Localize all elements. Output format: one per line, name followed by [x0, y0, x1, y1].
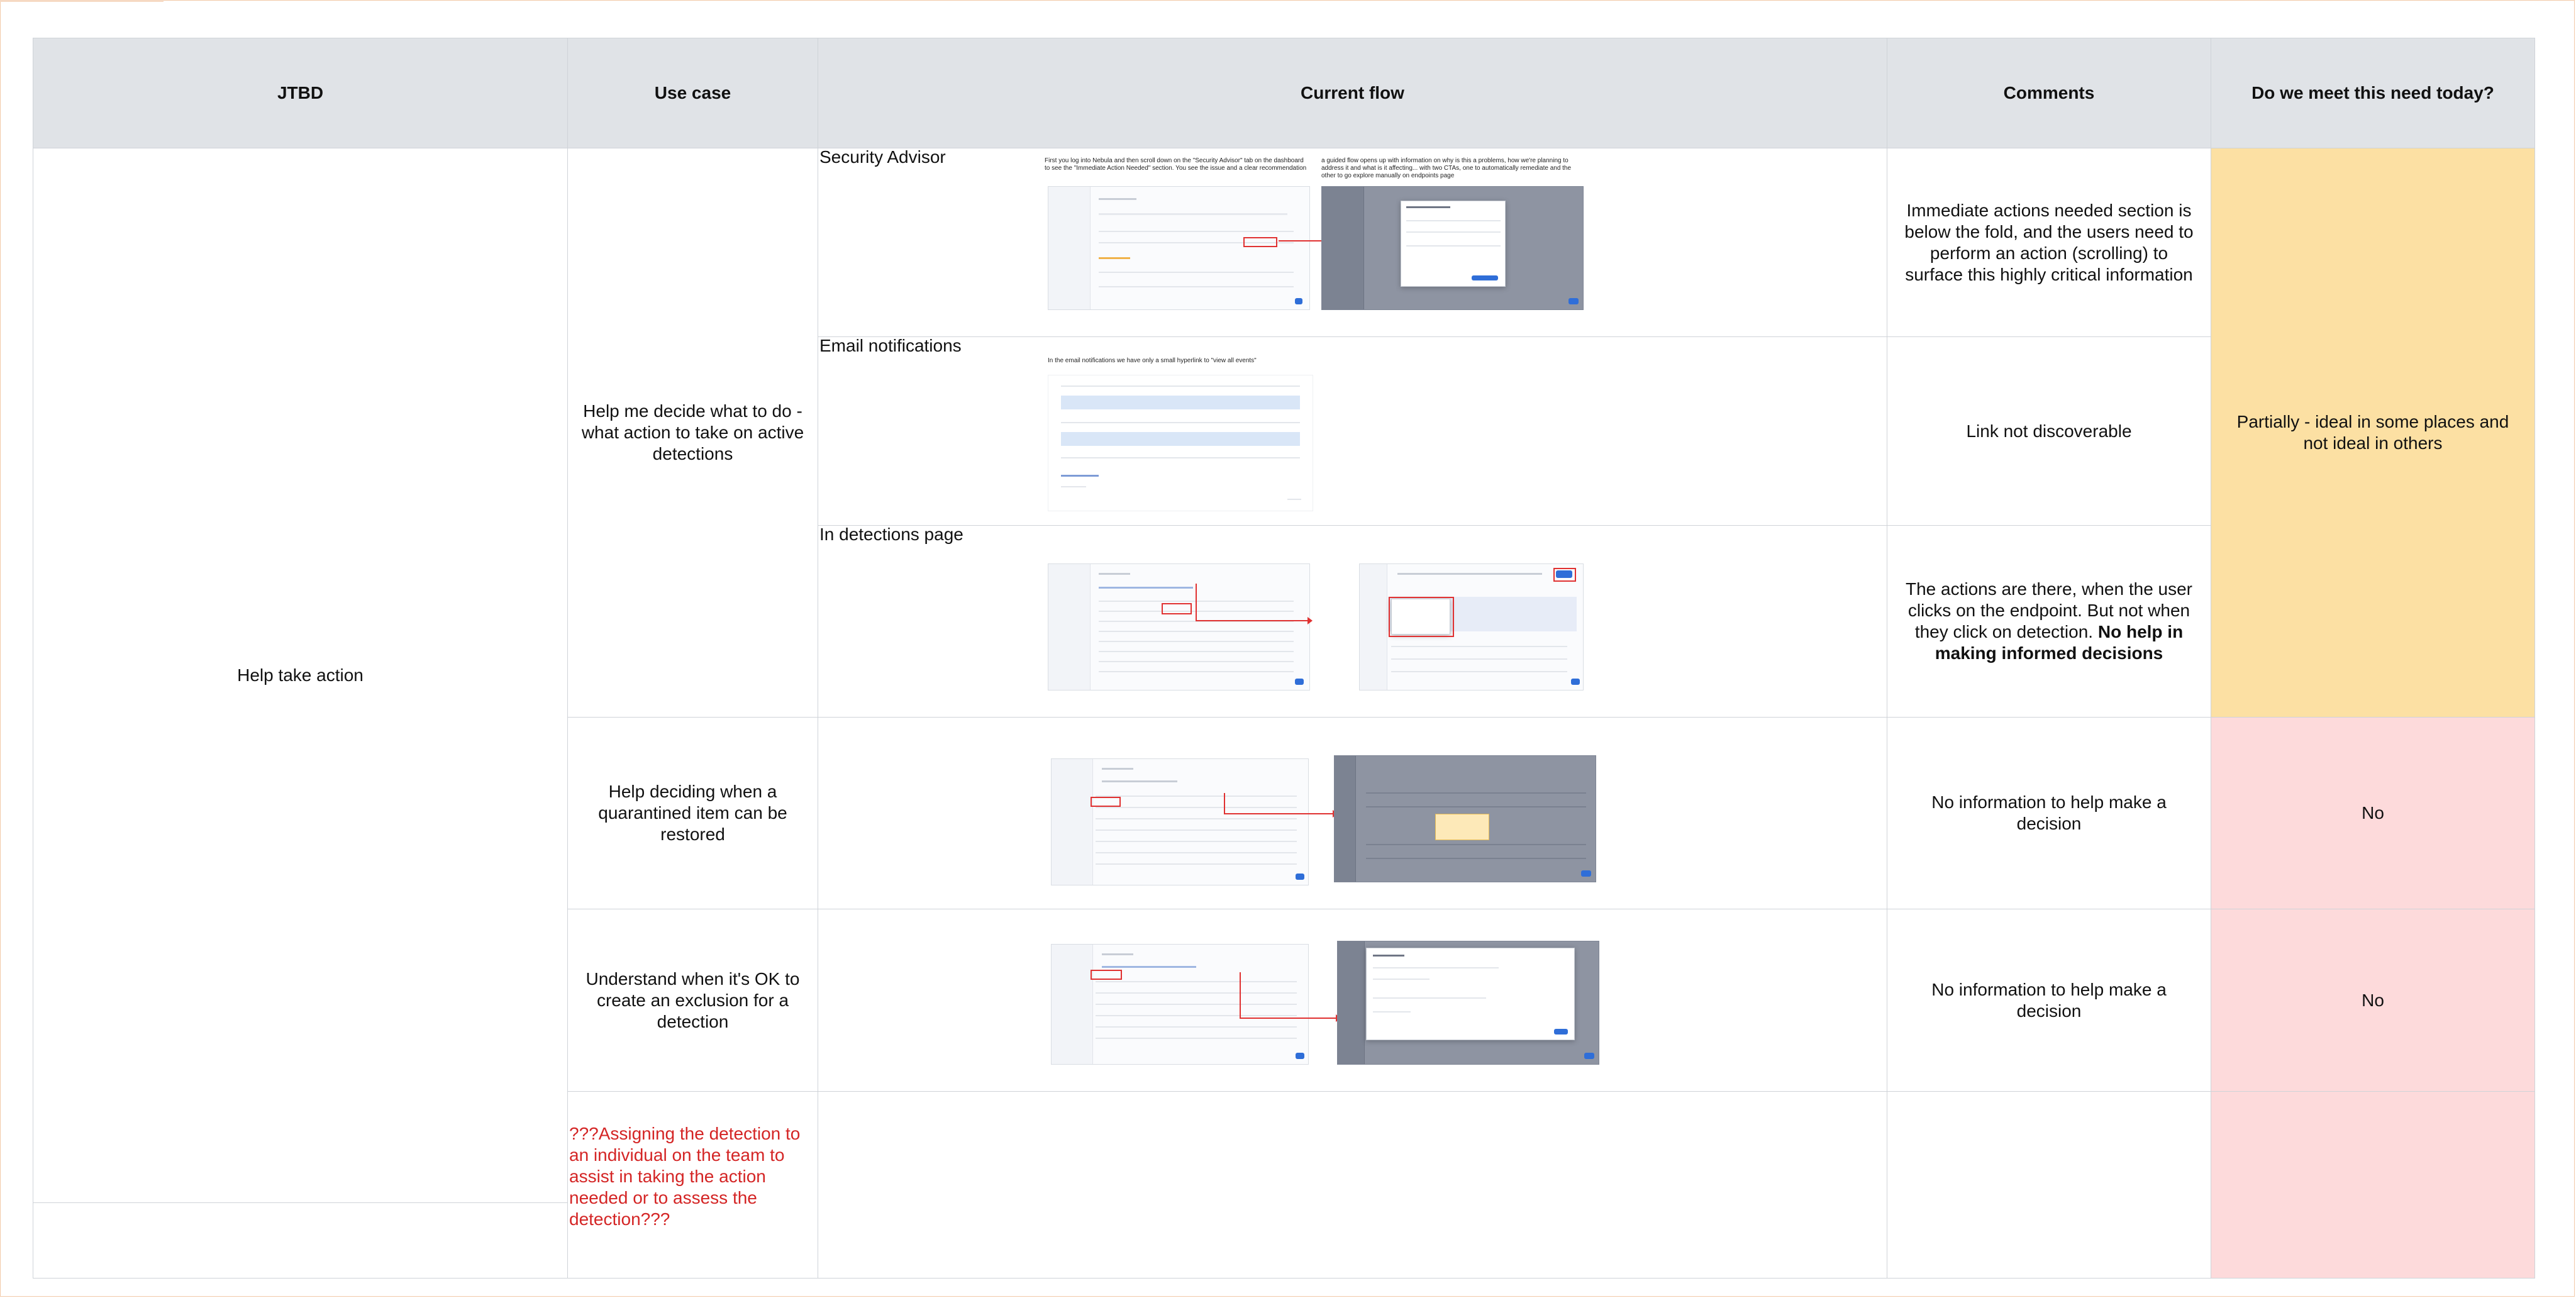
- flow-detections-title: In detections page: [819, 524, 963, 544]
- header-comments-label: Comments: [2003, 83, 2095, 103]
- comment-email: [1887, 337, 2211, 526]
- flow-arrow-quarantine: [1224, 813, 1334, 814]
- comment-empty: [1887, 1092, 2211, 1279]
- use-case-assign: [568, 1092, 818, 1279]
- screenshot-dashboard: [1048, 186, 1310, 310]
- meet-need-exclusion-text: No: [2362, 990, 2384, 1010]
- jtbd-help-take-action: [33, 148, 568, 1203]
- meet-need-quarantine-text: No: [2362, 803, 2384, 823]
- jtbd-empty: [33, 1203, 568, 1279]
- header-use-case: [568, 38, 818, 148]
- header-jtbd-label: JTBD: [277, 83, 324, 103]
- comment-detections-bold: No help in making informed decisions: [1935, 622, 2184, 663]
- flow-email-notifications: [818, 337, 1887, 526]
- comment-detections-text: [1900, 579, 2198, 664]
- requirements-table: [33, 38, 2535, 1279]
- screenshot-guided-flow: [1321, 186, 1584, 310]
- screenshot-detections-list: [1048, 563, 1310, 691]
- header-comments: [1887, 38, 2211, 148]
- flow-exclusion: [818, 909, 1887, 1092]
- screenshot-email: [1048, 375, 1313, 511]
- flow-empty: [818, 1092, 1887, 1279]
- comment-quarantine: [1887, 718, 2211, 909]
- screenshot-quarantine-restore: [1334, 755, 1596, 882]
- header-meet-need: [2211, 38, 2535, 148]
- screenshot-exclusion-list: [1051, 944, 1309, 1065]
- flow-arrow: [1279, 240, 1323, 241]
- comment-security-advisor-text: Immediate actions needed section is below the fold, and the users need to perform an action (scrolling) to surface this highly critical information: [1904, 200, 2194, 284]
- use-case-quarantine-label: Help deciding when a quarantined item can be restored: [598, 782, 787, 844]
- comment-exclusion-text: No information to help make a decision: [1931, 979, 2167, 1021]
- meet-need-partial-text: Partially - ideal in some places and not ideal in others: [2236, 412, 2509, 453]
- flow-security-advisor: [818, 148, 1887, 337]
- header-jtbd: [33, 38, 568, 148]
- comment-detections: [1887, 526, 2211, 718]
- screenshot-exclusion-dialog: [1337, 941, 1599, 1065]
- comment-quarantine-text: No information to help make a decision: [1931, 792, 2167, 833]
- jtbd-label: Help take action: [237, 665, 364, 685]
- use-case-exclusion: [568, 909, 818, 1092]
- flow-detections-page: [818, 526, 1887, 718]
- flow-email-caption: In the email notifications we have only a small hyperlink to "view all events": [1048, 357, 1257, 364]
- flow-security-advisor-title: Security Advisor: [819, 147, 946, 167]
- meet-need-quarantine: [2211, 718, 2535, 909]
- header-current-flow-label: Current flow: [1301, 83, 1404, 103]
- flow-arrow-detections: [1196, 620, 1309, 621]
- comment-detections-part1: The actions are there, when the user clicks on the endpoint. But not when they click on detection.: [1905, 579, 2193, 641]
- meet-need-assign: [2211, 1092, 2535, 1279]
- use-case-assign-label: ???Assigning the detection to an individual on the team to assist in taking the action needed or to assess the detection???: [569, 1124, 801, 1229]
- header-current-flow: [818, 38, 1887, 148]
- screenshot-quarantine-list: [1051, 758, 1309, 885]
- use-case-decide-action: [568, 148, 818, 718]
- flow-email-title: Email notifications: [819, 336, 962, 355]
- use-case-decide-label: Help me decide what to do - what action to take on active detections: [581, 401, 804, 463]
- flow-quarantine: [818, 718, 1887, 909]
- comment-email-text: Link not discoverable: [1966, 421, 2132, 441]
- header-use-case-label: Use case: [654, 83, 731, 103]
- meet-need-partial: [2211, 148, 2535, 718]
- screenshot-endpoint-detail: [1359, 563, 1584, 691]
- meet-need-exclusion: [2211, 909, 2535, 1092]
- flow-security-advisor-caption-left: First you log into Nebula and then scroll down on the "Security Advisor" tab on the dashboard to see the "Immediate Action Needed" section. You see the issue and a clear recommendation: [1045, 157, 1307, 172]
- use-case-quarantine: [568, 718, 818, 909]
- frame-tab: [0, 0, 164, 2]
- flow-security-advisor-caption-right: a guided flow opens up with information on why is this a problems, how we're planning to address it and what is it affecting... with two CTAs, one to automatically remediate and the other to go explore manually on endpoints page: [1321, 157, 1572, 179]
- use-case-exclusion-label: Understand when it's OK to create an exclusion for a detection: [586, 968, 800, 1031]
- flow-arrow-exclusion: [1240, 1018, 1337, 1019]
- comment-exclusion: [1887, 909, 2211, 1092]
- comment-security-advisor: [1887, 148, 2211, 337]
- header-meet-need-label: Do we meet this need today?: [2251, 83, 2494, 103]
